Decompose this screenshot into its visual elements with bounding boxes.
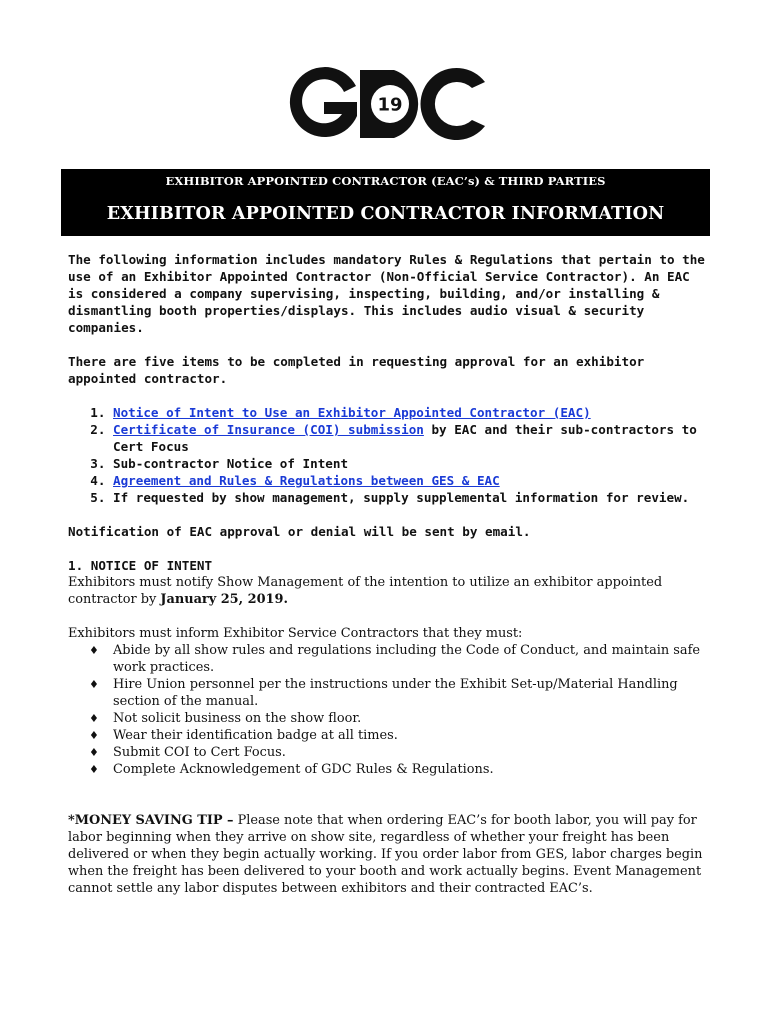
rule-text: Not solicit business on the show floor. [113,711,362,726]
rule-text: Wear their identification badge at all times. [113,728,398,743]
steps-list [68,404,708,506]
list-item [113,489,708,506]
header-subtitle: EXHIBITOR APPOINTED CONTRACTOR (EAC’s) & THIRD PARTIES [165,174,606,188]
rule-text: Complete Acknowledgement of GDC Rules & Regulations. [113,762,494,777]
step-2-text: by EAC and their sub-contractors to Cert Focus [113,422,697,454]
list-item [89,710,708,727]
gdc-logo-graphic [282,66,488,142]
page-title: EXHIBITOR APPOINTED CONTRACTOR INFORMATION [106,203,665,224]
intro-paragraph: The following information includes mandatory Rules & Regulations that pertain to the use of an Exhibitor Appointed Contractor (Non-Official Service Contractor). An EAC is considered a company supervising, inspecting, building, and/or installing & dismantling booth properties/displays. This includes audio visual & security companies. [68,252,705,335]
list-item [89,642,708,676]
notice-text: Exhibitors must notify Show Management of the intention to utilize an exhibitor appointed contractor by [68,575,663,607]
logo-badge-number: 19 [377,94,403,116]
contractor-rules-list [68,642,708,778]
tip-text: Please note that when ordering EAC’s for booth labor, you will pay for labor beginning when they arrive on show site, regardless of whether your freight has been delivered or when they begin actually working. If you order labor from GES, labor charges begin when the freight has been delivered to your booth and work actually begins. Event Management cannot settle any labor disputes between exhibitors and their contracted EAC’s. [68,813,703,896]
list-item [113,421,708,455]
deadline-date: January 25, 2019. [160,592,288,607]
agreement-rules-link[interactable]: Agreement and Rules & Regulations between GES & EAC [113,473,500,488]
notice-of-intent-heading: 1. NOTICE OF INTENT [68,558,213,573]
document-body [68,251,708,897]
rule-text: Hire Union personnel per the instructions under the Exhibit Set-up/Material Handling section of the manual. [113,677,678,709]
gdc-logo [282,66,488,142]
diamond-bullet-icon: ♦ [89,678,99,691]
rule-text: Abide by all show rules and regulations including the Code of Conduct, and maintain safe work practices. [113,643,700,675]
list-item [89,727,708,744]
coi-submission-link[interactable]: Certificate of Insurance (COI) submission [113,422,424,437]
list-item [113,404,708,421]
list-item [89,744,708,761]
step-5-text: If requested by show management, supply supplemental information for review. [113,490,690,505]
money-saving-tip [68,812,708,897]
diamond-bullet-icon: ♦ [89,729,99,742]
notice-of-intent-link[interactable]: Notice of Intent to Use an Exhibitor Appointed Contractor (EAC) [113,405,591,420]
diamond-bullet-icon: ♦ [89,746,99,759]
section-header-bar [61,169,710,236]
rule-text: Submit COI to Cert Focus. [113,745,286,760]
intro-steps-paragraph: There are five items to be completed in requesting approval for an exhibitor appointed contractor. [68,354,645,386]
list-item [89,676,708,710]
diamond-bullet-icon: ♦ [89,712,99,725]
notice-of-intent-text [68,574,708,608]
diamond-bullet-icon: ♦ [89,644,99,657]
inform-contractors-text: Exhibitors must inform Exhibitor Service Contractors that they must: [68,626,523,641]
notification-text: Notification of EAC approval or denial will be sent by email. [68,524,531,539]
list-item [89,761,708,778]
list-item [113,455,708,472]
step-3-text: Sub-contractor Notice of Intent [113,456,349,471]
list-item [113,472,708,489]
diamond-bullet-icon: ♦ [89,763,99,776]
tip-label: *MONEY SAVING TIP – [68,813,234,828]
